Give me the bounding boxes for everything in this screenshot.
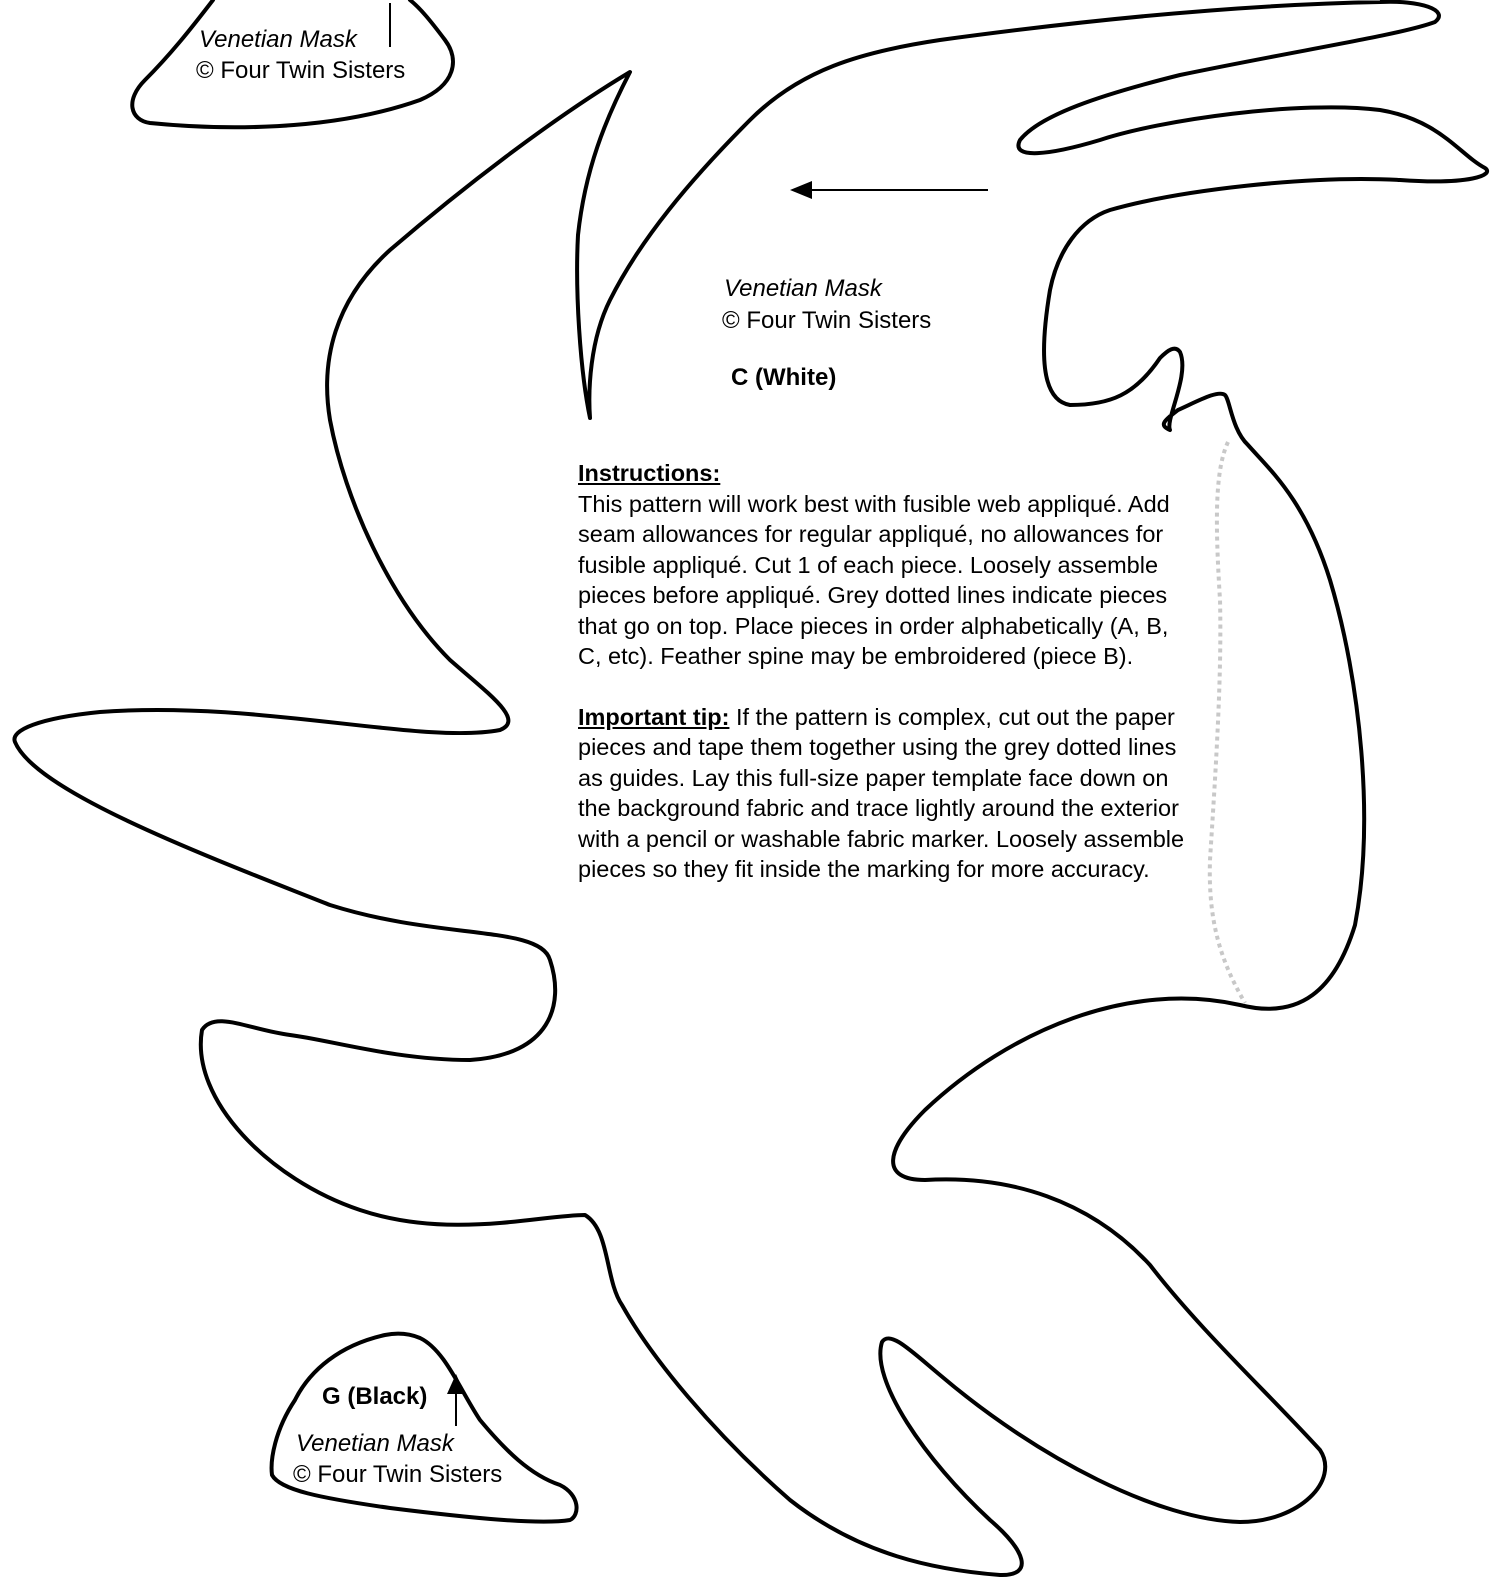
instructions-body: This pattern will work best with fusible web appliqué. Add seam allowances for regular appliqué, no allowances for fusible appliqué. Cut 1 of each piece. Loosely assemble pieces before appliqué. Grey dotted lines indicate pieces that go on top. Place pieces in order alphabetically (A, B, C, etc). Feather spine may be embroidered (piece B). [578,490,1170,669]
instructions-block [578,458,1198,885]
piece-c-name: Venetian Mask [724,275,882,302]
top-left-piece-copyright: © Four Twin Sisters [196,57,406,84]
instructions-heading: Instructions: [578,460,721,486]
important-tip-body: If the pattern is complex, cut out the paper pieces and tape them together using the grey dotted lines as guides. Lay this full-size paper template face down on the background fabric and trace lightly around the exterior with a pencil or washable fabric marker. Loosely assemble pieces so they fit inside the marking for more accuracy. [578,703,1185,882]
piece-g-name: Venetian Mask [296,1430,454,1457]
piece-g-arrow-head [447,1374,465,1394]
piece-g-label: G (Black) [322,1383,428,1410]
dotted-guide-line [1210,442,1245,1003]
piece-g-copyright: © Four Twin Sisters [293,1461,503,1488]
piece-g-outline [272,1334,577,1522]
piece-c-copyright: © Four Twin Sisters [722,307,932,334]
piece-c-arrow-head [790,181,812,199]
top-left-piece-name: Venetian Mask [199,26,357,53]
important-tip-heading: Important tip: [578,703,730,730]
piece-c-label: C (White) [731,364,837,391]
